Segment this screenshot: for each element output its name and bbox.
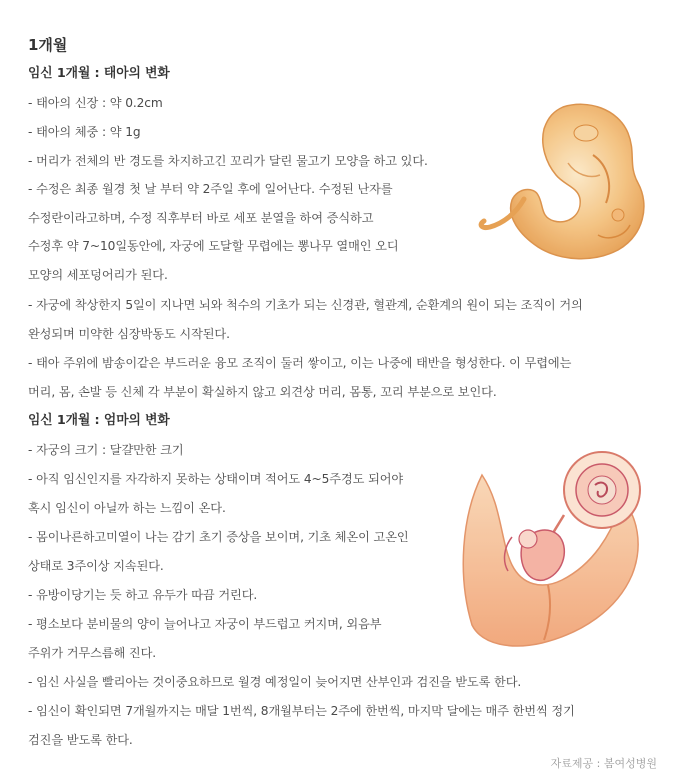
mother-line: 주위가 거무스름해 진다. [28, 646, 157, 660]
mother-line: - 임신 사실을 빨리아는 것이중요하므로 월경 예정일이 늦어지면 산부인과 검진을 받도록 한다. [28, 675, 522, 689]
fetus-line: - 태아 주위에 밤송이같은 부드러운 융모 조직이 둘러 쌓이고, 이는 나중에 태반을 형성한다. 이 무렵에는 [28, 356, 572, 370]
embryo-illustration [468, 95, 658, 270]
mother-line: - 임신이 확인되면 7개월까지는 매달 1번씩, 8개월부터는 2주에 한번씩, 마지막 달에는 매주 한번씩 정기 [28, 704, 575, 718]
mother-line: - 평소보다 분비물의 양이 늘어나고 자궁이 부드럽고 커지며, 외음부 [28, 617, 382, 631]
fetus-line: 수정후 약 7~10일동안에, 자궁에 도달할 무렵에는 뽕나무 열매인 오디 [28, 239, 399, 253]
fetus-line: - 자궁에 착상한지 5일이 지나면 뇌와 척수의 기초가 되는 신경관, 혈관계, 순환계의 원이 되는 조직이 거의 [28, 298, 583, 312]
fetus-line: 수정란이라고하며, 수정 직후부터 바로 세포 분열을 하여 증식하고 [28, 211, 374, 225]
mother-line: - 아직 임신인지를 자각하지 못하는 상태이며 적어도 4~5주경도 되어야 [28, 472, 404, 486]
fetus-line: 머리, 몸, 손발 등 신체 각 부분이 확실하지 않고 외견상 머리, 몸통, 꼬리 부분으로 보인다. [28, 385, 497, 399]
fetus-line: - 태아의 체중 : 약 1g [28, 125, 141, 139]
fetus-heading: 임신 1개월 : 태아의 변화 [28, 66, 170, 81]
mother-line: - 몸이나른하고미열이 나는 감기 초기 증상을 보이며, 기초 체온이 고온인 [28, 530, 409, 544]
mother-line: 혹시 임신이 아닐까 하는 느낌이 온다. [28, 501, 226, 515]
mother-heading: 임신 1개월 : 엄마의 변화 [28, 413, 170, 428]
fetus-line: 완성되며 미약한 심장박동도 시작된다. [28, 327, 230, 341]
source-credit: 자료제공 : 봄여성병원 [550, 757, 657, 770]
mother-line: 검진을 받도록 한다. [28, 733, 133, 747]
fetus-line: - 태아의 신장 : 약 0.2cm [28, 96, 163, 110]
fetus-line: 모양의 세포덩어리가 된다. [28, 268, 168, 282]
uterus-illustration [452, 445, 652, 650]
mother-line: 상태로 3주이상 지속된다. [28, 559, 164, 573]
mother-line: - 유방이당기는 듯 하고 유두가 따끔 거린다. [28, 588, 258, 602]
fetus-line: - 머리가 전체의 반 경도를 차지하고긴 꼬리가 달린 물고기 모양을 하고 있다. [28, 154, 428, 168]
page-title: 1개월 [28, 36, 68, 54]
fetus-line: - 수정은 최종 월경 첫 날 부터 약 2주일 후에 일어난다. 수정된 난자를 [28, 182, 393, 196]
mother-line: - 자궁의 크기 : 달걀만한 크기 [28, 443, 184, 457]
